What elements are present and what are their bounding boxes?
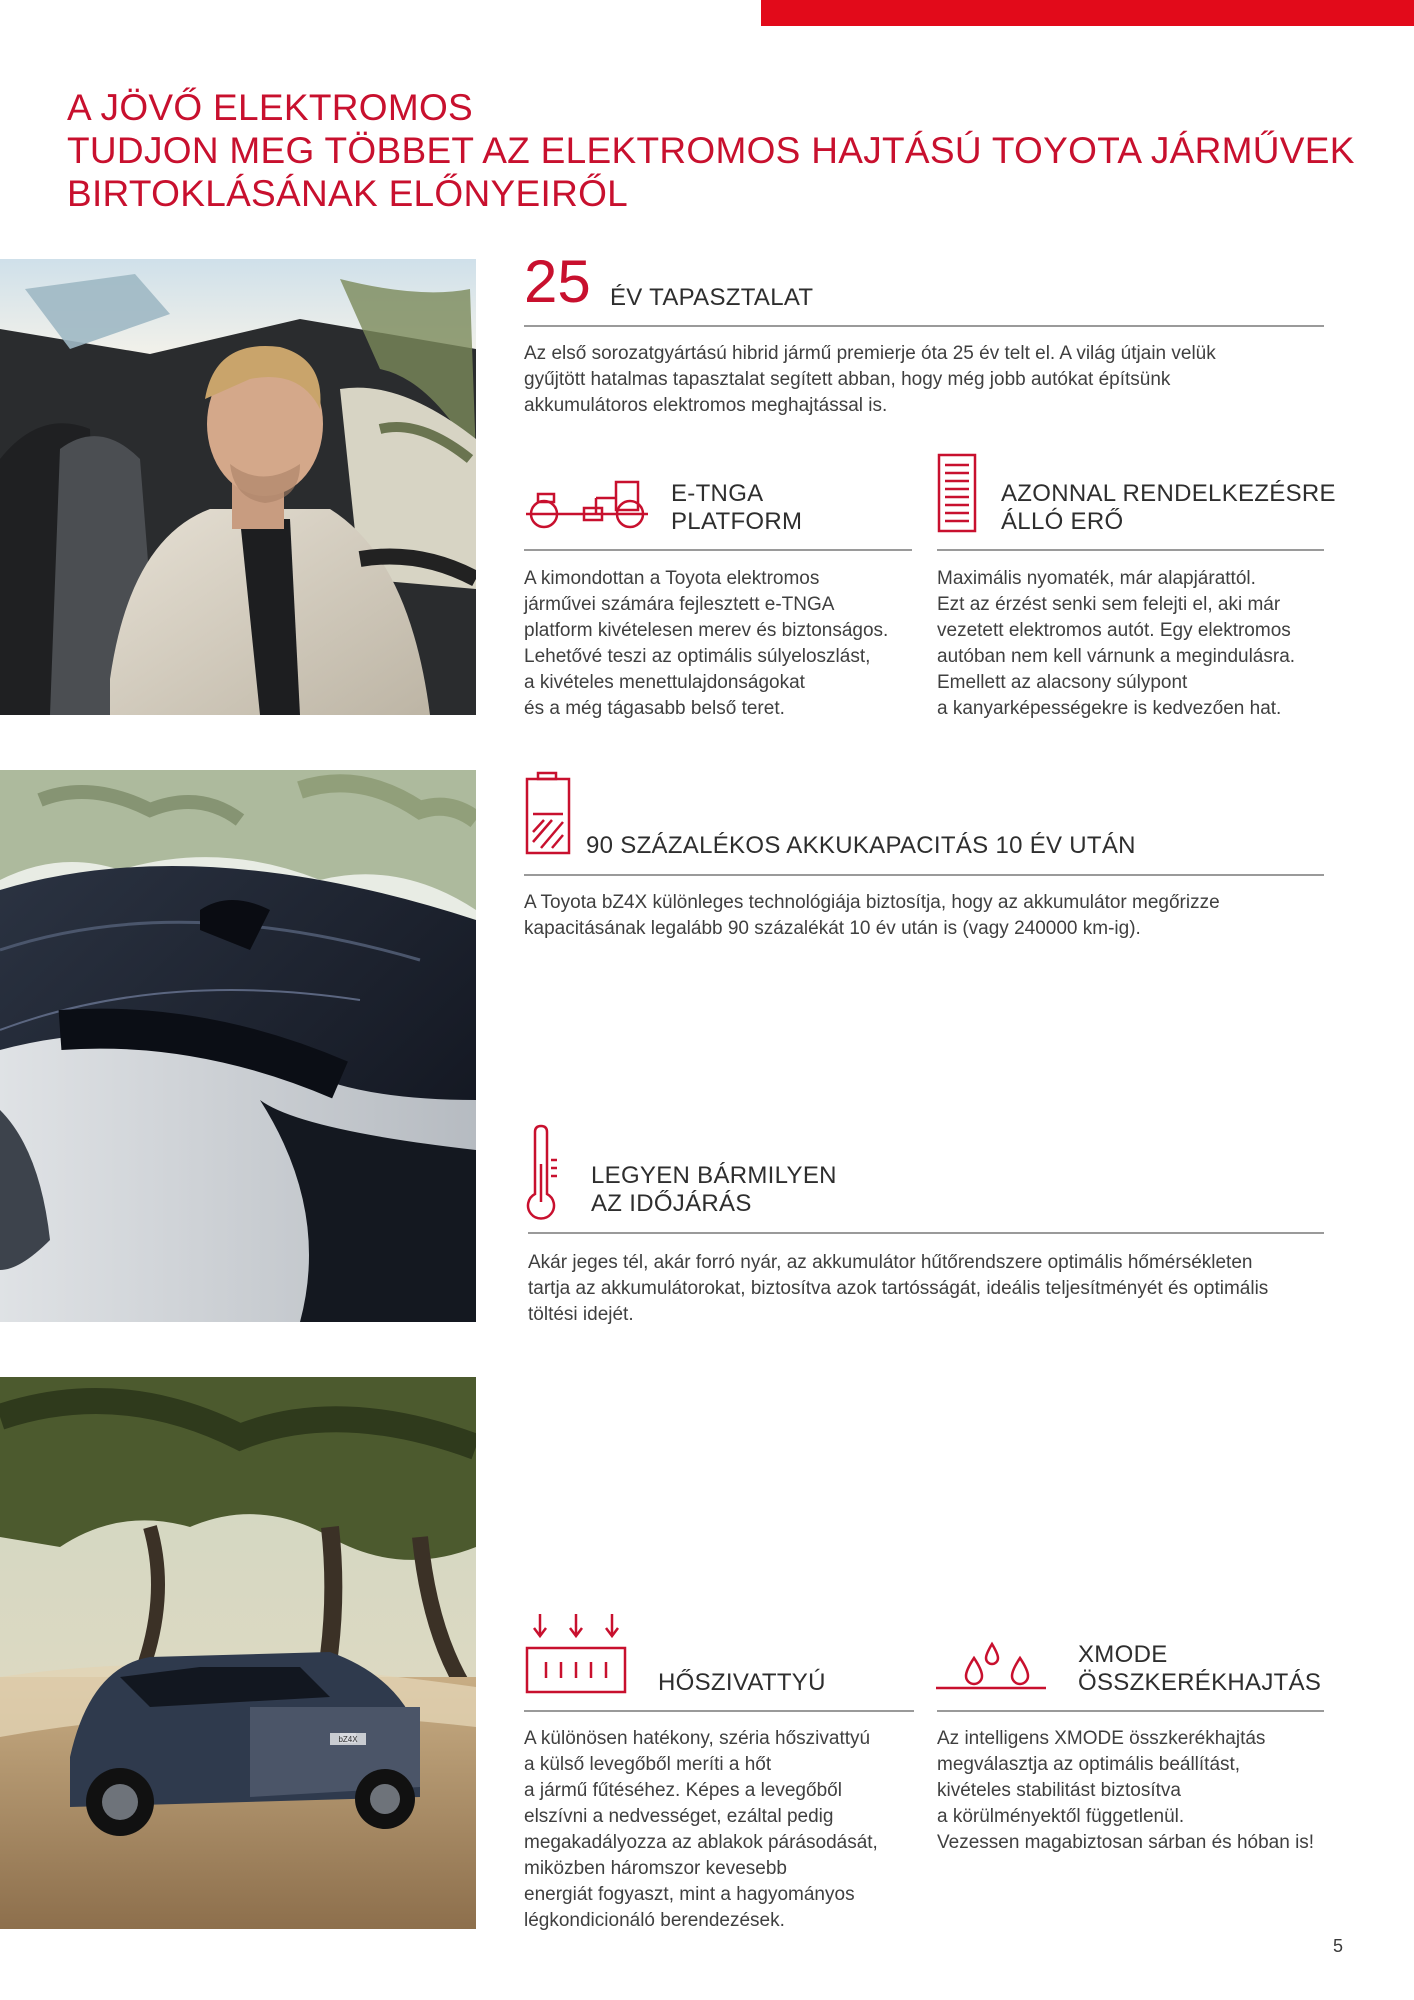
power-divider: [937, 549, 1324, 551]
heatpump-title: HŐSZIVATTYÚ: [658, 1669, 826, 1696]
headline-line-3: BIRTOKLÁSÁNAK ELŐNYEIRŐL: [67, 173, 629, 214]
page-number: 5: [1333, 1936, 1344, 1956]
power-title: AZONNAL RENDELKEZÉSRE ÁLLÓ ERŐ: [1001, 480, 1336, 535]
heatpump-text: A különösen hatékony, széria hőszivattyú a külső levegőből meríti a hőt a jármű fűtéséhez. Képes a levegőből elszívni a nedvességet, ezáltal pedig megakadályozza az ablakok párásodását, miközben háromszor kevesebb energiát fogyaszt, mint a hagyományos légkondicionáló berendezések.: [524, 1728, 878, 1931]
weather-divider: [528, 1232, 1324, 1234]
xmode-divider: [937, 1710, 1324, 1712]
experience-divider: [524, 325, 1324, 327]
thermometer-icon: [524, 1124, 564, 1224]
battery-text: A Toyota bZ4X különleges technológiája biztosítja, hogy az akkumulátor megőrizze kapacitásának legalább 90 százalékát 10 év után is (vagy 240000 km-ig).: [524, 892, 1220, 939]
battery-title: 90 SZÁZALÉKOS AKKUKAPACITÁS 10 ÉV UTÁN: [586, 832, 1136, 859]
suv-forest-photo: [0, 1377, 476, 1929]
headline-line-2: TUDJON MEG TÖBBET AZ ELEKTROMOS HAJTÁSÚ TOYOTA JÁRMŰVEK: [67, 130, 1355, 171]
weather-text: Akár jeges tél, akár forró nyár, az akkumulátor hűtőrendszere optimális hőmérsékleten tartja az akkumulátorokat, biztosítva azok tartósságát, ideális teljesítményét és optimális töltési idejét.: [528, 1252, 1269, 1325]
etnga-divider: [524, 549, 912, 551]
xmode-text: Az intelligens XMODE összkerékhajtás megválasztja az optimális beállítást, kivételes stabilitást biztosítva a körülményektől függetlenül. Vezessen magabiztosan sárban és hóban is!: [937, 1728, 1315, 1853]
power-text: Maximális nyomaték, már alapjárattól. Ezt az érzést senki sem felejti el, aki már vezetett elektromos autót. Egy elektromos autóban nem kell várnunk a megindulásra. Emellett az alacsony súlypont a kanyarképességekre is kedvezően hat.: [937, 568, 1296, 719]
etnga-title: E-TNGA PLATFORM: [671, 480, 803, 535]
xmode-title: XMODE ÖSSZKERÉKHAJTÁS: [1078, 1641, 1322, 1696]
car-roof-photo: [0, 770, 476, 1322]
experience-text: Az első sorozatgyártású hibrid jármű premierje óta 25 év telt el. A világ útjain velük gyűjtött hatalmas tapasztalat segített abban, hogy még jobb autókat építsünk akkumulátoros elektromos meghajtással is.: [524, 343, 1216, 416]
experience-title: ÉV TAPASZTALAT: [610, 284, 814, 311]
heat-pump-icon: [524, 1612, 628, 1696]
car-badge-label: bZ4X: [338, 1735, 358, 1744]
etnga-text: A kimondottan a Toyota elektromos járművei számára fejlesztett e-TNGA platform kivételesen merev és biztonságos. Lehetővé teszi az optimális súlyeloszlást, a kivételes menettulajdonságokat és a még tágasabb belső teret.: [524, 568, 889, 719]
page-headline: [67, 86, 1355, 215]
terrain-drops-icon: [936, 1638, 1048, 1692]
driver-photo: [0, 259, 476, 715]
heatpump-divider: [524, 1710, 914, 1712]
experience-number: 25: [524, 248, 591, 315]
top-red-bar: [761, 0, 1414, 26]
battery-divider: [524, 874, 1324, 876]
headline-line-1: A JÖVŐ ELEKTROMOS: [67, 87, 474, 128]
platform-chassis-icon: [524, 478, 650, 534]
weather-title: LEGYEN BÁRMILYEN AZ IDŐJÁRÁS: [591, 1162, 837, 1217]
battery-icon: [524, 770, 572, 856]
power-meter-icon: [936, 452, 978, 534]
